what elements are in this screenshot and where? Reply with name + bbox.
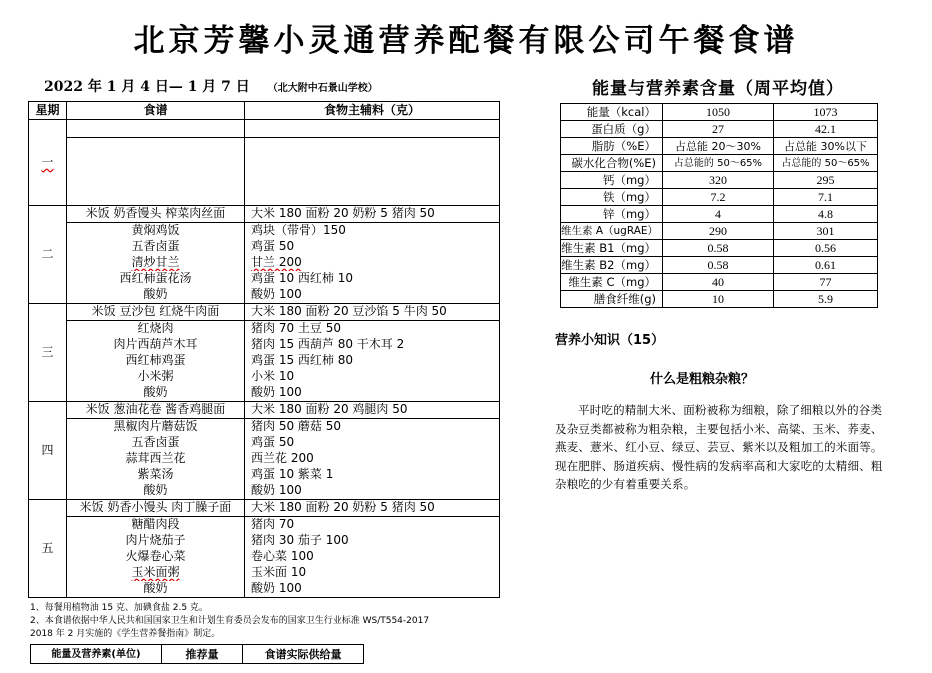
nutrient-actual: 0.61	[774, 257, 878, 274]
staple-ingredient-cell	[245, 402, 500, 419]
ingredient-item: 猪肉 30 茄子 100	[251, 533, 349, 547]
nutrient-actual: 占总能的 50～65%	[774, 155, 878, 172]
nutrient-actual: 4.8	[774, 206, 878, 223]
dish-cell	[67, 517, 245, 598]
nutrient-actual: 占总能 30%以下	[774, 138, 878, 155]
nutrient-label: 铁（mg）	[561, 189, 663, 206]
nutrient-recommended: 27	[663, 121, 774, 138]
nutrient-label: 维生素 A（ugRAE）	[561, 223, 663, 240]
table-row	[31, 645, 364, 664]
day-cell-fri: 五	[29, 500, 67, 598]
table-row	[29, 206, 500, 223]
nutrient-recommended: 0.58	[663, 257, 774, 274]
table-row	[29, 517, 500, 598]
nutrient-recommended: 占总能的 50～65%	[663, 155, 774, 172]
bottom-header-actual: 食谱实际供给量	[243, 645, 364, 664]
nutrient-label: 碳水化合物(%E)	[561, 155, 663, 172]
dish-item: 火爆卷心菜	[125, 549, 186, 563]
ingredient-item: 猪肉 70 土豆 50	[251, 321, 341, 335]
ingredient-item: 猪肉 50 蘑菇 50	[251, 419, 341, 433]
nutrient-recommended: 0.58	[663, 240, 774, 257]
ingredient-cell	[245, 517, 500, 598]
nutrient-recommended: 10	[663, 291, 774, 308]
nutrient-label: 锌（mg）	[561, 206, 663, 223]
dish-item: 黄焖鸡饭	[131, 223, 180, 237]
nutrition-row	[561, 121, 878, 138]
nutrient-actual: 301	[774, 223, 878, 240]
day-cell-mon: 一	[29, 120, 67, 206]
date-range-text: 2022 年 1 月 4 日— 1 月 7 日	[44, 79, 250, 95]
dish-item: 黑椒肉片蘑菇饭	[113, 419, 198, 433]
ingredient-item: 鸡蛋 50	[251, 239, 295, 253]
dish-item: 酸奶	[143, 581, 168, 595]
header-dishes: 食谱	[67, 102, 245, 120]
dish-item: 西红柿鸡蛋	[125, 353, 186, 367]
nutrient-label: 膳食纤维(g)	[561, 291, 663, 308]
dish-item: 紫菜汤	[137, 467, 174, 481]
ingredient-cell	[245, 321, 500, 402]
staple-cell	[67, 304, 245, 321]
tip-heading: 营养小知识（15）	[555, 333, 665, 348]
table-row	[29, 223, 500, 304]
nutrient-recommended: 4	[663, 206, 774, 223]
footnotes	[30, 602, 510, 641]
bottom-nutrient-table	[30, 644, 364, 664]
nutrient-actual: 7.1	[774, 189, 878, 206]
nutrition-row	[561, 257, 878, 274]
ingredient-cell	[245, 419, 500, 500]
dish-item: 酸奶	[143, 385, 168, 399]
dish-item: 小米粥	[137, 369, 174, 383]
ingredient-item: 大米 180 面粉 20 奶粉 5 猪肉 50	[251, 500, 435, 514]
dish-cell	[67, 120, 245, 138]
dish-item: 酸奶	[143, 287, 168, 301]
nutrient-label: 维生素 B2（mg）	[561, 257, 663, 274]
dish-item: 肉片西葫芦木耳	[113, 337, 198, 351]
dish-item: 玉米面粥	[131, 565, 180, 579]
nutrient-recommended: 320	[663, 172, 774, 189]
day-cell-thu: 四	[29, 402, 67, 500]
dish-item: 米饭 奶香小馒头 肉丁臊子面	[79, 500, 232, 514]
ingredient-cell	[245, 223, 500, 304]
nutrition-row	[561, 223, 878, 240]
nutrient-label: 维生素 B1（mg）	[561, 240, 663, 257]
dish-cell	[67, 321, 245, 402]
header-weekday: 星期	[29, 102, 67, 120]
dish-item: 红烧肉	[137, 321, 174, 335]
bottom-header-nutrient: 能量及营养素(单位)	[31, 645, 162, 664]
bottom-header-recommended: 推荐量	[162, 645, 243, 664]
ingredient-item: 猪肉 70	[251, 517, 295, 531]
table-row	[29, 402, 500, 419]
ingredient-item: 酸奶 100	[251, 287, 302, 301]
nutrient-actual: 77	[774, 274, 878, 291]
nutrition-row	[561, 172, 878, 189]
day-cell-wed: 三	[29, 304, 67, 402]
nutrition-row	[561, 240, 878, 257]
ingredient-item: 鸡蛋 10 紫菜 1	[251, 467, 334, 481]
nutrition-row	[561, 274, 878, 291]
footnote: 2、本食谱依据中华人民共和国国家卫生和计划生育委员会发布的国家卫生行业标准 WS/T554-2017	[30, 616, 430, 626]
page-title: 北京芳馨小灵通营养配餐有限公司午餐食谱	[133, 23, 799, 59]
ingredient-item: 鸡蛋 10 西红柿 10	[251, 271, 353, 285]
nutrition-row	[561, 189, 878, 206]
ingredient-item: 酸奶 100	[251, 581, 302, 595]
nutrition-row	[561, 104, 878, 121]
nutrition-row	[561, 291, 878, 308]
dish-item: 五香卤蛋	[131, 435, 180, 449]
dish-item: 肉片烧茄子	[125, 533, 186, 547]
ingredient-item: 大米 180 面粉 20 豆沙馅 5 牛肉 50	[251, 304, 447, 318]
nutrient-recommended: 1050	[663, 104, 774, 121]
nutrition-table	[560, 103, 878, 308]
ingredient-cell	[245, 138, 500, 206]
ingredient-item: 酸奶 100	[251, 385, 302, 399]
table-row	[29, 419, 500, 500]
nutrient-actual: 5.9	[774, 291, 878, 308]
ingredient-item: 猪肉 15 西葫芦 80 干木耳 2	[251, 337, 405, 351]
nutrient-recommended: 占总能 20～30%	[663, 138, 774, 155]
dish-cell	[67, 138, 245, 206]
nutrition-row	[561, 138, 878, 155]
nutrient-label: 钙（mg）	[561, 172, 663, 189]
nutrient-actual: 42.1	[774, 121, 878, 138]
nutrient-label: 能量（kcal）	[561, 104, 663, 121]
dish-item: 西红柿蛋花汤	[119, 271, 192, 285]
table-row	[29, 138, 500, 206]
dish-item: 蒜茸西兰花	[125, 451, 186, 465]
day-cell-tue: 二	[29, 206, 67, 304]
nutrient-actual: 295	[774, 172, 878, 189]
ingredient-item: 大米 180 面粉 20 奶粉 5 猪肉 50	[251, 206, 435, 220]
nutrition-title: 能量与营养素含量（周平均值）	[592, 79, 844, 99]
dish-item: 米饭 豆沙包 红烧牛肉面	[91, 304, 220, 318]
table-row	[29, 321, 500, 402]
ingredient-item: 鸡蛋 15 西红柿 80	[251, 353, 353, 367]
school-name: （北大附中石景山学校）	[267, 83, 378, 94]
footnote: 2018 年 2 月实施的《学生营养餐指南》制定。	[30, 629, 221, 639]
staple-cell	[67, 402, 245, 419]
staple-ingredient-cell	[245, 500, 500, 517]
dish-item: 糖醋肉段	[131, 517, 180, 531]
menu-header-row	[29, 102, 500, 120]
nutrient-recommended: 290	[663, 223, 774, 240]
ingredient-item: 鸡蛋 50	[251, 435, 295, 449]
header-ingredients: 食物主辅料（克）	[245, 102, 500, 120]
ingredient-item: 西兰花 200	[251, 451, 314, 465]
staple-cell	[67, 206, 245, 223]
staple-ingredient-cell	[245, 304, 500, 321]
nutrient-recommended: 40	[663, 274, 774, 291]
footnote: 1、每餐用植物油 15 克、加碘食盐 2.5 克。	[30, 603, 208, 613]
tip-question: 什么是粗粮杂粮？	[650, 372, 755, 387]
dish-cell	[67, 223, 245, 304]
ingredient-cell	[245, 120, 500, 138]
ingredient-item: 鸡块（带骨）150	[251, 223, 346, 237]
dish-item: 酸奶	[143, 483, 168, 497]
table-row	[29, 304, 500, 321]
staple-cell	[67, 500, 245, 517]
table-row	[29, 120, 500, 138]
nutrient-actual: 0.56	[774, 240, 878, 257]
table-row	[29, 500, 500, 517]
nutrition-row	[561, 206, 878, 223]
nutrient-label: 蛋白质（g）	[561, 121, 663, 138]
nutrient-label: 维生素 C（mg）	[561, 274, 663, 291]
ingredient-item: 甘兰 200	[251, 255, 302, 269]
nutrition-row	[561, 155, 878, 172]
nutrient-actual: 1073	[774, 104, 878, 121]
dish-item: 米饭 奶香馒头 榨菜肉丝面	[85, 206, 226, 220]
ingredient-item: 大米 180 面粉 20 鸡腿肉 50	[251, 402, 408, 416]
tip-body: 平时吃的精制大米、面粉被称为细粮，除了细粮以外的谷类及杂豆类都被称为粗杂粮，主要包括小米、高粱、玉米、荞麦、燕麦、薏米、红小豆、绿豆、芸豆、紫米以及粗加工的米面等。现在肥胖、肠道疾病、慢性病的发病率高和大家吃的太精细、粗杂粮吃的少有着重要关系。	[555, 403, 883, 491]
dish-item: 清炒甘兰	[131, 255, 180, 269]
nutrient-label: 脂肪（%E）	[561, 138, 663, 155]
dish-cell	[67, 419, 245, 500]
ingredient-item: 小米 10	[251, 369, 295, 383]
dish-item: 五香卤蛋	[131, 239, 180, 253]
ingredient-item: 玉米面 10	[251, 565, 307, 579]
ingredient-item: 酸奶 100	[251, 483, 302, 497]
ingredient-item: 卷心菜 100	[251, 549, 314, 563]
nutrient-recommended: 7.2	[663, 189, 774, 206]
staple-ingredient-cell	[245, 206, 500, 223]
dish-item: 米饭 葱油花卷 酱香鸡腿面	[85, 402, 226, 416]
menu-table	[28, 101, 500, 598]
date-range	[44, 76, 378, 96]
